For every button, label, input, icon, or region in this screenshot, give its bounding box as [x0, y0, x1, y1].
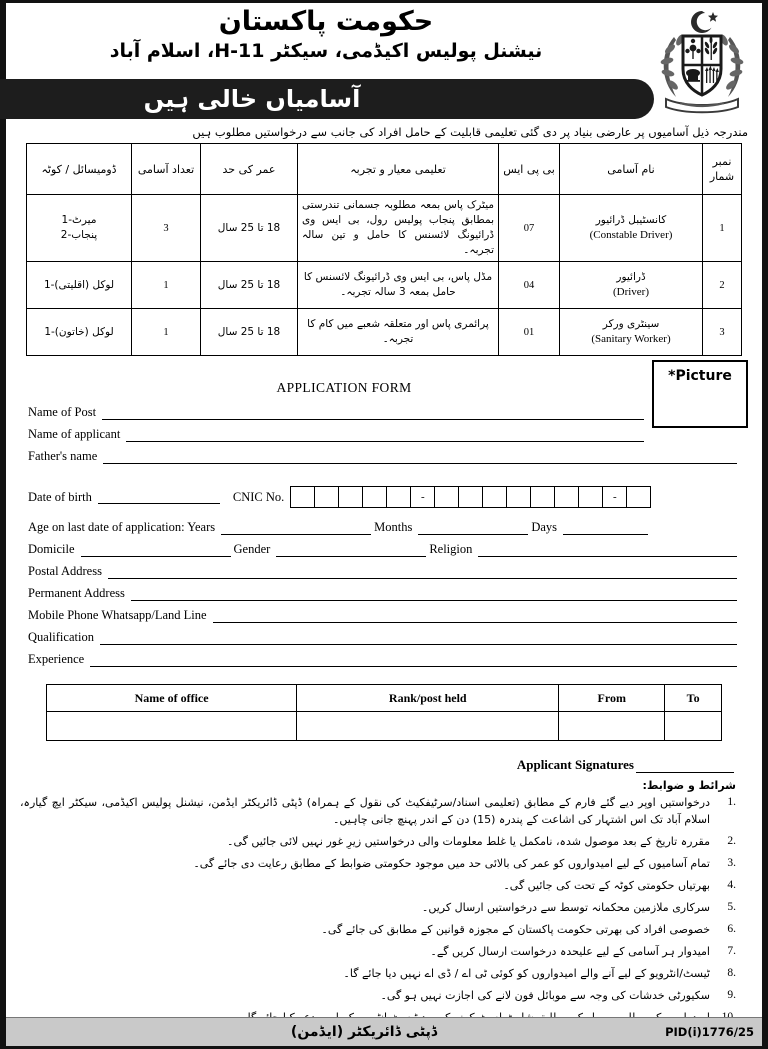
cell-to[interactable] — [665, 712, 722, 741]
field-row-name-of-applicant — [28, 427, 740, 442]
cnic-cell[interactable] — [506, 486, 531, 508]
pid-number: PID(i)1776/25 — [665, 1025, 754, 1039]
cell-bps: 07 — [499, 195, 560, 262]
list-item — [20, 987, 736, 1004]
input-fathers-name[interactable] — [103, 450, 737, 464]
label-name-of-applicant: Name of applicant — [28, 427, 121, 441]
cnic-cell[interactable] — [626, 486, 651, 508]
cell-post-name — [560, 262, 703, 309]
label-permanent-address: Permanent Address — [28, 586, 125, 600]
jobs-table — [26, 143, 742, 356]
condition-number: 1. — [727, 796, 736, 808]
input-name-of-post[interactable] — [102, 406, 644, 420]
conditions-heading: شرائط و ضوابط: — [642, 779, 736, 792]
table-row — [47, 712, 722, 741]
col-header-qualification: تعلیمی معیار و تجربہ — [298, 144, 499, 195]
list-item — [20, 794, 736, 828]
col-header-quota: ڈومیسائل / کوٹہ — [27, 144, 132, 195]
cell-serial: 2 — [703, 262, 742, 309]
table-row — [27, 262, 742, 309]
label-age-on-last-date: Age on last date of application: Years — [28, 520, 216, 534]
cell-qualification: مڈل پاس، بی ایس وی ڈرائیونگ لائسنس کا حامل بمعہ 3 سالہ تجربہ۔ — [298, 262, 499, 309]
label-days: Days — [531, 520, 558, 534]
condition-text: ٹیسٹ/انٹرویو کے لیے آنے والے امیدواروں کو کوئی ٹی اے / ڈی اے نہیں دیا جائے گا۔ — [343, 967, 710, 980]
jobs-table-header-row — [27, 144, 742, 195]
cnic-cell[interactable] — [362, 486, 387, 508]
col-header-rank-post-held: Rank/post held — [297, 685, 559, 712]
input-religion[interactable] — [478, 543, 737, 557]
cell-count: 1 — [132, 309, 201, 356]
jobs-table-wrap — [6, 143, 762, 356]
cell-quota — [27, 195, 132, 262]
condition-number: 3. — [727, 857, 736, 869]
cnic-cell[interactable] — [386, 486, 411, 508]
cell-serial: 1 — [703, 195, 742, 262]
field-row-domicile — [28, 542, 740, 557]
experience-table — [46, 684, 722, 741]
pakistan-state-emblem-icon — [650, 7, 754, 115]
list-item — [20, 965, 736, 982]
cnic-separator: - — [602, 486, 627, 508]
cnic-cell[interactable] — [434, 486, 459, 508]
application-form-title: APPLICATION FORM — [276, 380, 412, 395]
label-domicile: Domicile — [28, 542, 75, 556]
label-gender: Gender — [233, 542, 271, 556]
cell-bps: 04 — [499, 262, 560, 309]
col-header-serial-line2: شمار — [709, 170, 735, 183]
list-item — [20, 921, 736, 938]
cell-from[interactable] — [559, 712, 665, 741]
cell-quota-line1: لوکل (خاتون)-1 — [44, 325, 114, 338]
cell-name-of-office[interactable] — [47, 712, 297, 741]
vacancy-banner-wrap — [6, 79, 654, 121]
experience-table-header-row — [47, 685, 722, 712]
header-titles — [6, 3, 646, 63]
condition-text: مقررہ تاریخ کے بعد موصول شدہ، نامکمل یا غلط معلومات والی درخواستیں زیرِ غور نہیں لائی جائیں گی۔ — [227, 835, 710, 848]
cell-age: 18 تا 25 سال — [201, 309, 298, 356]
condition-number: 8. — [727, 967, 736, 979]
condition-text: بھرتیاں حکومتی کوٹہ کے تحت کی جائیں گی۔ — [503, 879, 710, 892]
list-item — [20, 877, 736, 894]
cell-serial: 3 — [703, 309, 742, 356]
deputy-director-label: ڈپٹی ڈائریکٹر (ایڈمن) — [290, 1024, 438, 1040]
condition-text: تمام آسامیوں کے لیے امیدواروں کو عمر کی بالائی حد میں موجود حکومتی ضوابط کے مطابق رعایت دی جائے گی۔ — [193, 857, 710, 870]
col-header-serial-line1: نمبر — [712, 155, 732, 168]
field-row-experience — [28, 652, 740, 667]
cnic-cell[interactable] — [314, 486, 339, 508]
label-postal-address: Postal Address — [28, 564, 102, 578]
cell-quota — [27, 262, 132, 309]
label-cnic-no: CNIC No. — [232, 489, 285, 504]
cell-count: 1 — [132, 262, 201, 309]
cell-post-name-urdu: سینٹری ورکر — [602, 318, 660, 330]
input-date-of-birth[interactable] — [98, 490, 220, 504]
cell-post-name-english: (Sanitary Worker) — [591, 333, 671, 345]
cnic-cell[interactable] — [482, 486, 507, 508]
form-spacer — [28, 471, 740, 480]
picture-placeholder-box — [652, 360, 748, 428]
cell-post-name — [560, 309, 703, 356]
col-header-post-name: نام آسامی — [560, 144, 703, 195]
label-name-of-post: Name of Post — [28, 405, 97, 419]
field-row-mobile-phone — [28, 608, 740, 623]
label-qualification: Qualification — [28, 630, 94, 644]
condition-number: 5. — [727, 901, 736, 913]
experience-table-wrap — [6, 678, 762, 741]
field-row-postal-address — [28, 564, 740, 579]
condition-text: درخواستیں اوپر دیے گئے فارم کے مطابق (تعلیمی اسناد/سرٹیفکیٹ کی نقول کے ہمراہ) ڈپٹی ڈائریکٹر ایڈمن، نیشنل پولیس اکیڈمی، سیکٹر ایچ گیارہ، اسلام آباد تک اس اشتہار کی اشاعت کے پندرہ (15) دن کے اندر پہنچ جانی چاہیں۔ — [20, 796, 710, 826]
cell-age: 18 تا 25 سال — [201, 195, 298, 262]
field-row-name-of-post — [28, 405, 740, 420]
applicant-signature-line[interactable] — [636, 760, 734, 773]
col-header-to: To — [665, 685, 722, 712]
input-gender[interactable] — [276, 543, 426, 557]
applicant-signature-row — [6, 741, 762, 775]
condition-text: امیدوار ہر آسامی کے لیے علیحدہ درخواست ارسال کریں گے۔ — [430, 945, 710, 958]
applicant-signature-label: Applicant Signatures — [516, 757, 634, 772]
cnic-cell[interactable] — [338, 486, 363, 508]
condition-number: 4. — [727, 879, 736, 891]
cell-count: 3 — [132, 195, 201, 262]
cell-post-name-urdu: کانسٹیبل ڈرائیور — [595, 214, 667, 226]
label-date-of-birth: Date of birth — [28, 489, 92, 504]
label-months: Months — [374, 520, 413, 534]
table-row — [27, 309, 742, 356]
table-row — [27, 195, 742, 262]
col-header-count: تعداد آسامی — [132, 144, 201, 195]
list-item — [20, 943, 736, 960]
field-row-qualification — [28, 630, 740, 645]
cell-qualification: میٹرک پاس بمعہ مطلوبہ جسمانی تندرستی بمطابق پنجاب پولیس رول، بی ایس وی ڈرائیونگ لائسنس کا حامل و تین سالہ تجربہ۔ — [298, 195, 499, 262]
page-footer — [6, 1017, 762, 1046]
vacancy-banner-text: آسامیاں خالی ہیں — [143, 85, 361, 113]
list-item — [20, 899, 736, 916]
label-fathers-name: Father's name — [28, 449, 98, 463]
input-age-months[interactable] — [418, 521, 528, 535]
col-header-from: From — [559, 685, 665, 712]
cell-qualification: پرائمری پاس اور متعلقہ شعبے میں کام کا تجربہ۔ — [298, 309, 499, 356]
page-header — [6, 3, 762, 121]
cell-quota-line1: میرٹ-1 — [61, 214, 97, 226]
col-header-name-of-office: Name of office — [47, 685, 297, 712]
vacancy-banner — [0, 79, 654, 119]
field-row-age — [28, 520, 740, 535]
application-form-section — [6, 366, 762, 678]
picture-placeholder-label: *Picture — [668, 368, 732, 384]
input-permanent-address[interactable] — [131, 587, 737, 601]
input-mobile-phone[interactable] — [213, 609, 737, 623]
condition-number: 9. — [727, 989, 736, 1001]
col-header-serial — [703, 144, 742, 195]
cell-post-name-english: (Driver) — [612, 286, 650, 298]
conditions-list — [6, 794, 762, 1026]
col-header-bps: بی پی ایس — [499, 144, 560, 195]
input-age-years[interactable] — [221, 521, 371, 535]
condition-text: سکیورٹی خدشات کی وجہ سے موبائل فون لانے کی اجازت نہیں ہو گی۔ — [380, 989, 710, 1002]
advert-subtitle: مندرجہ ذیل آسامیوں پر عارضی بنیاد پر دی گئی تعلیمی قابلیت کے حامل افراد کی جانب سے درخواستیں مطلوب ہیں — [192, 125, 748, 139]
academy-title: نیشنل پولیس اکیڈمی، سیکٹر H-11، اسلام آباد — [109, 40, 543, 62]
input-postal-address[interactable] — [108, 565, 737, 579]
cell-post-name — [560, 195, 703, 262]
field-row-permanent-address — [28, 586, 740, 601]
list-item — [20, 855, 736, 872]
input-age-days[interactable] — [563, 521, 648, 535]
cnic-cell[interactable] — [458, 486, 483, 508]
cell-age: 18 تا 25 سال — [201, 262, 298, 309]
cnic-separator: - — [410, 486, 435, 508]
cnic-cell[interactable] — [554, 486, 579, 508]
label-mobile-phone: Mobile Phone Whatsapp/Land Line — [28, 608, 207, 622]
col-header-age: عمر کی حد — [201, 144, 298, 195]
cell-quota-line1: لوکل (اقلیتی)-1 — [43, 278, 115, 291]
condition-text: سرکاری ملازمین محکمانہ توسط سے درخواستیں ارسال کریں۔ — [421, 901, 710, 914]
cnic-cell[interactable] — [290, 486, 315, 508]
condition-number: 6. — [727, 923, 736, 935]
input-domicile[interactable] — [81, 543, 231, 557]
list-item — [20, 833, 736, 850]
input-experience[interactable] — [90, 653, 737, 667]
cnic-input-boxes[interactable] — [291, 486, 651, 508]
condition-text: خصوصی افراد کی بھرتی حکومت پاکستان کے مجوزہ قوانین کے مطابق کی جائے گی۔ — [321, 923, 710, 936]
cnic-cell[interactable] — [578, 486, 603, 508]
cell-post-name-urdu: ڈرائیور — [616, 271, 646, 283]
field-row-dob-cnic — [28, 486, 740, 508]
cell-quota-line2: پنجاب-2 — [60, 229, 98, 241]
cell-bps: 01 — [499, 309, 560, 356]
label-experience: Experience — [28, 652, 85, 666]
cell-quota — [27, 309, 132, 356]
cnic-cell[interactable] — [530, 486, 555, 508]
input-name-of-applicant[interactable] — [126, 428, 644, 442]
cell-post-name-english: (Constable Driver) — [589, 229, 673, 241]
cell-rank-post-held[interactable] — [297, 712, 559, 741]
label-religion: Religion — [429, 542, 473, 556]
government-title: حکومت پاکستان — [218, 6, 434, 37]
field-row-fathers-name — [28, 449, 740, 464]
condition-number: 7. — [727, 945, 736, 957]
condition-number: 2. — [727, 835, 736, 847]
input-qualification[interactable] — [100, 631, 737, 645]
